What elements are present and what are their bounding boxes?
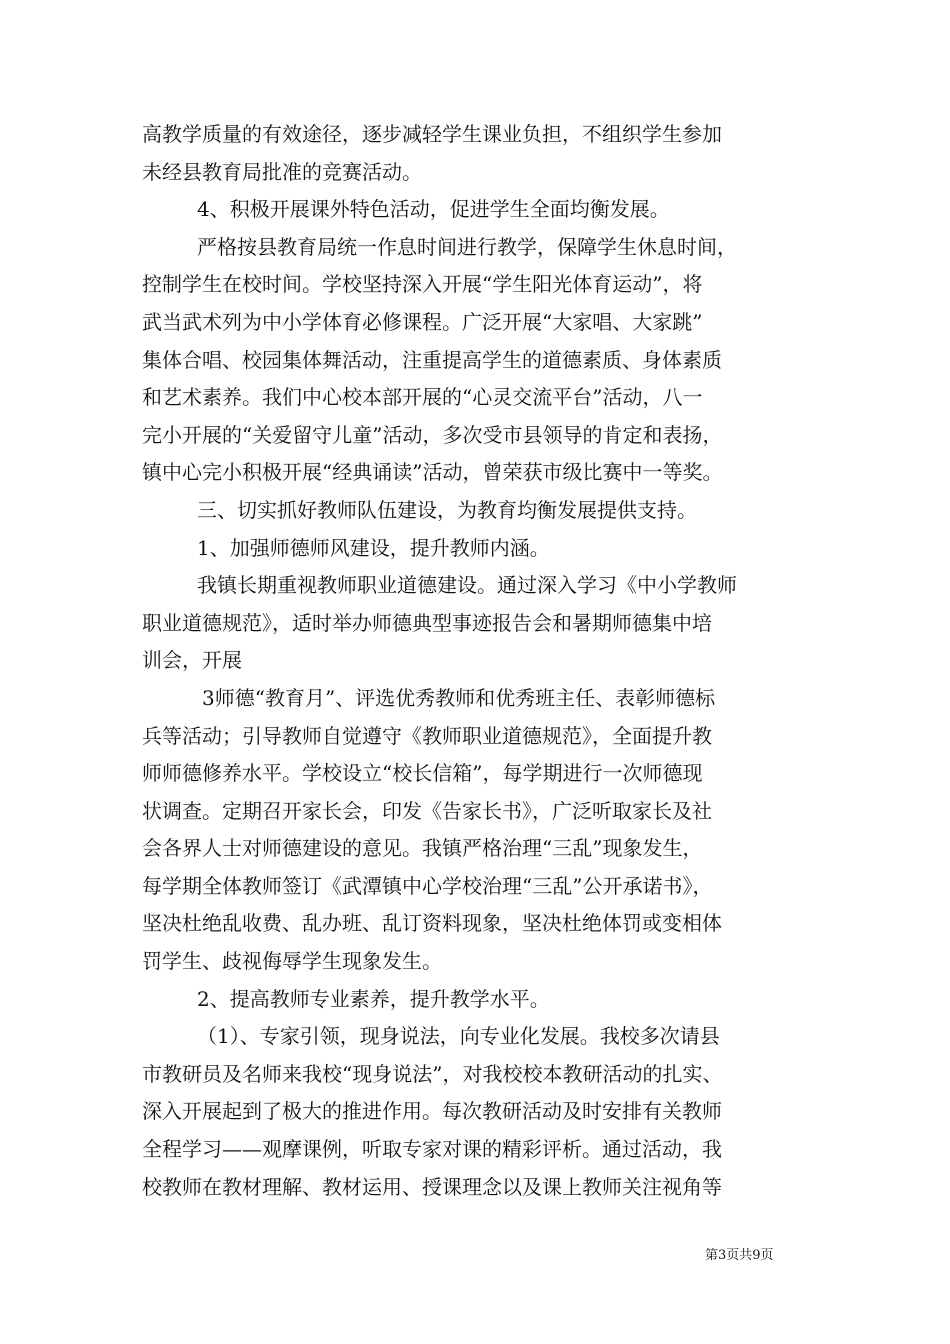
section-heading: 4、积极开展课外特色活动，促进学生全面均衡发展。 — [197, 197, 670, 222]
text-line: 未经县教育局批准的竞赛活动。 — [142, 159, 422, 184]
text-line: 3师德“教育月”、评选优秀教师和优秀班主任、表彰师德标 — [202, 685, 716, 710]
text-line: 状调查。定期召开家长会，印发《告家长书》，广泛听取家长及社 — [142, 798, 712, 823]
text-line: （1）、专家引领，现身说法，向专业化发展。我校多次请县 — [197, 1024, 720, 1049]
text-line: 严格按县教育局统一作息时间进行教学，保障学生休息时间， — [197, 234, 737, 259]
text-line: 兵等活动；引导教师自觉遵守《教师职业道德规范》，全面提升教 — [142, 723, 712, 748]
text-line: 武当武术列为中小学体育必修课程。广泛开展“大家唱、大家跳” — [142, 309, 703, 334]
text-line: 罚学生、歧视侮辱学生现象发生。 — [142, 949, 442, 974]
text-line: 全程学习——观摩课例，听取专家对课的精彩评析。通过活动，我 — [142, 1137, 722, 1162]
text-line: 师师德修养水平。学校设立“校长信箱”，每学期进行一次师德现 — [142, 761, 703, 786]
text-line: 坚决杜绝乱收费、乱办班、乱订资料现象，坚决杜绝体罚或变相体 — [142, 911, 722, 936]
text-line: 会各界人士对师德建设的意见。我镇严格治理“三乱”现象发生， — [142, 836, 703, 861]
text-line: 校教师在教材理解、教材运用、授课理念以及课上教师关注视角等 — [142, 1174, 722, 1199]
text-line: 和艺术素养。我们中心校本部开展的“心灵交流平台”活动，八一 — [142, 385, 703, 410]
text-line: 高教学质量的有效途径，逐步减轻学生课业负担，不组织学生参加 — [142, 122, 722, 146]
document-body — [142, 116, 822, 1206]
text-line: 我镇长期重视教师职业道德建设。通过深入学习《中小学教师 — [197, 573, 737, 598]
section-heading: 三、切实抓好教师队伍建设，为教育均衡发展提供支持。 — [197, 497, 697, 522]
text-line: 镇中心完小积极开展“经典诵读”活动，曾荣获市级比赛中一等奖。 — [142, 460, 723, 485]
section-heading: 1、加强师德师风建设，提升教师内涵。 — [197, 535, 550, 560]
text-line: 职业道德规范》，适时举办师德典型事迹报告会和暑期师德集中培 — [142, 610, 712, 635]
text-line: 市教研员及名师来我校“现身说法”，对我校校本教研活动的扎实、 — [142, 1061, 723, 1086]
text-line: 完小开展的“关爱留守儿童”活动，多次受市县领导的肯定和表扬， — [142, 422, 723, 447]
section-heading: 2、提高教师专业素养，提升教学水平。 — [197, 986, 550, 1011]
page-number: 第3页共9页 — [705, 1248, 774, 1263]
text-line: 训会，开展 — [142, 648, 242, 673]
text-line: 深入开展起到了极大的推进作用。每次教研活动及时安排有关教师 — [142, 1099, 722, 1124]
text-line: 控制学生在校时间。学校坚持深入开展“学生阳光体育运动”，将 — [142, 272, 703, 297]
text-line: 每学期全体教师签订《武潭镇中心学校治理“三乱”公开承诺书》， — [142, 873, 713, 898]
text-line: 集体合唱、校园集体舞活动，注重提高学生的道德素质、身体素质 — [142, 347, 722, 372]
